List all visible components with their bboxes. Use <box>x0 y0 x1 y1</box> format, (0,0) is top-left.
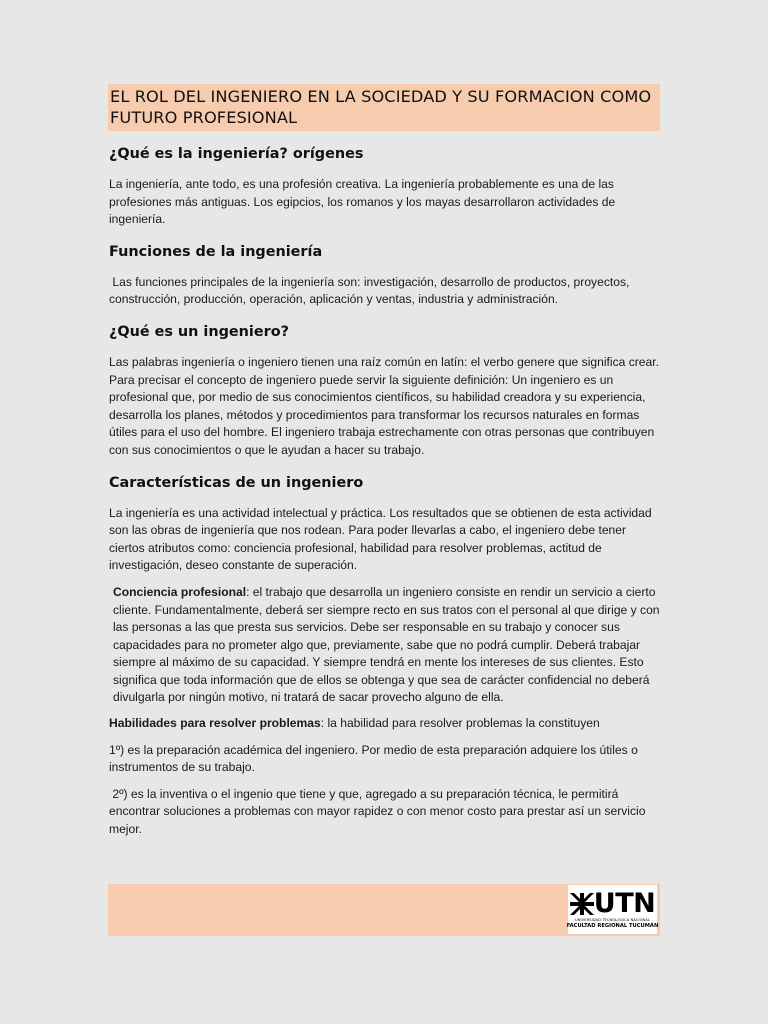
footer-banner <box>108 884 660 936</box>
section-heading-caracteristicas: Características de un ingeniero <box>109 474 364 491</box>
utn-logo-text: UTN <box>593 887 656 919</box>
utn-logo-row <box>570 887 656 919</box>
utn-logo-faculty: FACULTAD REGIONAL TUCUMÁN <box>566 922 659 929</box>
section-heading-origenes: ¿Qué es la ingeniería? orígenes <box>109 146 364 162</box>
conciencia-label: Conciencia profesional <box>113 584 247 599</box>
paragraph-conciencia <box>109 584 660 707</box>
paragraph-caracteristicas: La ingeniería es una actividad intelectual y práctica. Los resultados que se obtienen de esta actividad son las obras de ingeniería que nos rodean. Para poder llevarlas a cabo, el ingeniero debe tener ciertos atributos como: conciencia profesional, habilidad para resolver problemas, actitud de investigación, deseo constante de superación. <box>109 505 652 573</box>
habilidades-text: : la habilidad para resolver problemas la constituyen <box>320 716 600 731</box>
utn-emblem-icon <box>570 893 594 915</box>
paragraph-point-1: 1º) es la preparación académica del ingeniero. Por medio de esta preparación adquiere los útiles o instrumentos de su trabajo. <box>109 742 638 775</box>
paragraph-origenes: La ingeniería, ante todo, es una profesión creativa. La ingeniería probablemente es una de las profesiones más antiguas. Los egipcios, los romanos y los mayas desarrollaron actividades de ingeniería. <box>109 177 616 227</box>
paragraph-point-2: 2º) es la inventiva o el ingenio que tiene y que, agregado a su preparación técnica, le permitirá encontrar soluciones a problemas con mayor rapidez o con menor costo para prestar así un servicio mejor. <box>109 786 649 837</box>
document-title: EL ROL DEL INGENIERO EN LA SOCIEDAD Y SU FORMACION COMO FUTURO PROFESIONAL <box>108 84 660 131</box>
paragraph-ingeniero: Las palabras ingeniería o ingeniero tienen una raíz común en latín: el verbo genere que significa crear. Para precisar el concepto de ingeniero puede servir la siguiente definición: Un ingeniero es un profesional que, por medio de sus conocimientos científicos, su habilidad creadora y su experiencia, desarrolla los planes, métodos y procedimientos para transformar los recursos naturales en formas útiles para el uso del hombre. El ingeniero trabaja estrechamente con otras personas que contribuyen con sus conocimientos o que le ayudan a hacer su trabajo. <box>109 354 659 457</box>
section-heading-ingeniero: ¿Qué es un ingeniero? <box>109 323 289 340</box>
conciencia-text: : el trabajo que desarrolla un ingeniero consiste en rendir un servicio a cierto cliente. Fundamentalmente, deberá ser siempre recto en sus tratos con el personal al que dirige y con las personas a las que presta sus servicios. Debe ser responsable en su trabajo y conocer sus capacidades para no prometer algo que, previamente, sabe que no podrá cumplir. Deberá trabajar siempre al máximo de su capacidad. Y siempre tendrá en mente los intereses de sus clientes. Esto significa que toda información que de ellos se obtenga y que sea de carácter confidencial no deberá divulgarla por ningún motivo, ni tratará de sacar provecho alguno de ella. <box>113 584 660 705</box>
section-heading-funciones: Funciones de la ingeniería <box>109 243 323 260</box>
utn-logo <box>568 885 657 934</box>
utn-logo-university: UNIVERSIDAD TECNOLÓGICA NACIONAL <box>575 917 650 922</box>
paragraph-funciones: Las funciones principales de la ingeniería son: investigación, desarrollo de productos, proyectos, construcción, producción, operación, aplicación y ventas, industria y administración. <box>109 274 633 307</box>
paragraph-habilidades <box>109 715 660 733</box>
habilidades-label: Habilidades para resolver problemas <box>109 716 321 731</box>
document-page <box>108 84 660 848</box>
